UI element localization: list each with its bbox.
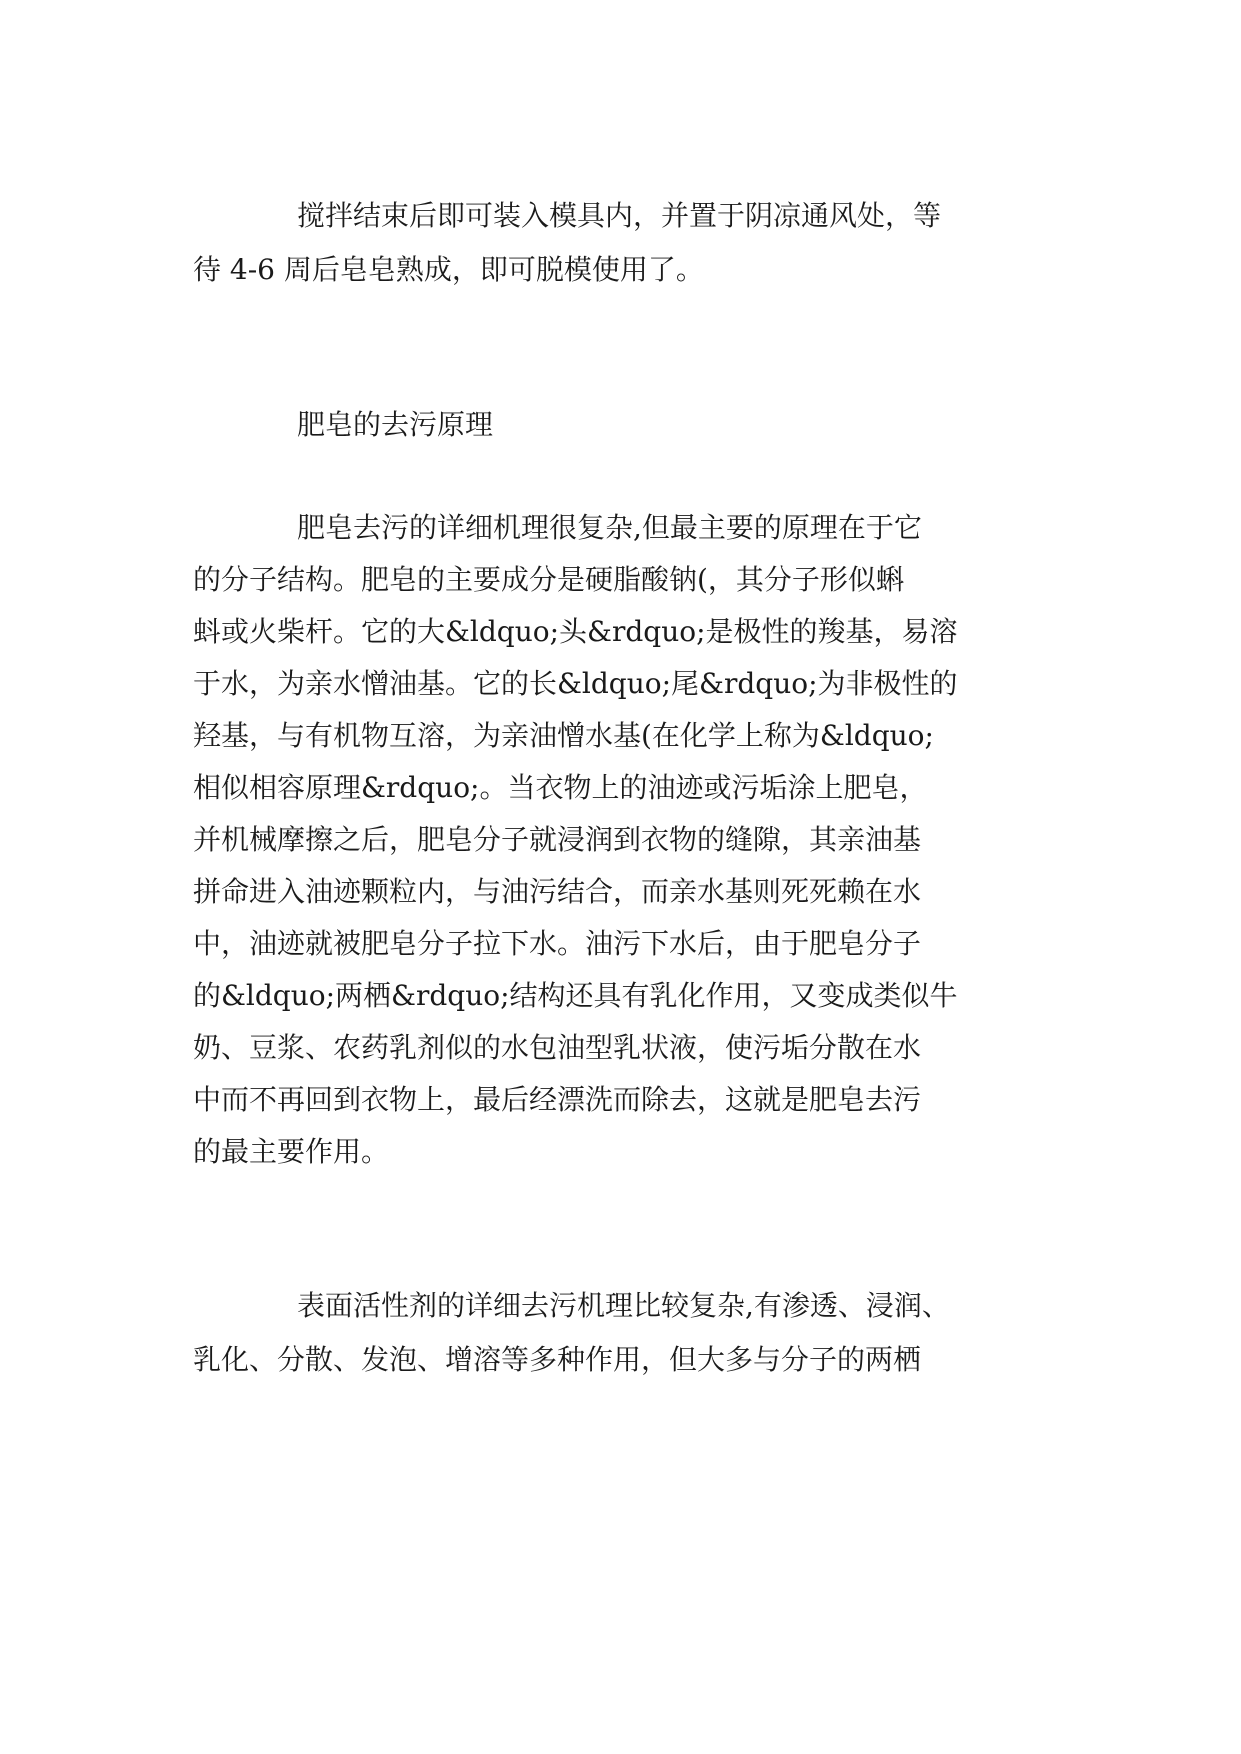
paragraph-3-line-2: 的分子结构。肥皂的主要成分是硬脂酸钠(，其分子形似蝌: [193, 563, 904, 596]
paragraph-3-line-9: 中，油迹就被肥皂分子拉下水。油污下水后，由于肥皂分子: [193, 927, 922, 960]
section-heading: 肥皂的去污原理: [297, 408, 494, 441]
paragraph-3-line-13: 的最主要作用。: [193, 1135, 390, 1168]
paragraph-3-line-4: 于水，为亲水憎油基。它的长&ldquo;尾&rdquo;为非极性的: [193, 667, 958, 700]
paragraph-4-line-1: 表面活性剂的详细去污机理比较复杂,有渗透、浸润、: [297, 1289, 950, 1322]
paragraph-3-line-11: 奶、豆浆、农药乳剂似的水包油型乳状液，使污垢分散在水: [193, 1031, 922, 1064]
paragraph-3-line-7: 并机械摩擦之后，肥皂分子就浸润到衣物的缝隙，其亲油基: [193, 823, 922, 856]
paragraph-3-line-3: 蚪或火柴杆。它的大&ldquo;头&rdquo;是极性的羧基，易溶: [193, 615, 958, 648]
paragraph-3-line-8: 拼命进入油迹颗粒内，与油污结合，而亲水基则死死赖在水: [193, 875, 922, 908]
paragraph-1-line-2: 待 4-6 周后皂皂熟成，即可脱模使用了。: [193, 253, 704, 286]
paragraph-1-line-1: 搅拌结束后即可装入模具内，并置于阴凉通风处，等: [297, 199, 942, 232]
paragraph-3-line-12: 中而不再回到衣物上，最后经漂洗而除去，这就是肥皂去污: [193, 1083, 922, 1116]
paragraph-3-line-10: 的&ldquo;两栖&rdquo;结构还具有乳化作用，又变成类似牛: [193, 979, 958, 1012]
paragraph-3-line-6: 相似相容原理&rdquo;。当衣物上的油迹或污垢涂上肥皂，: [193, 771, 928, 804]
paragraph-3-line-5: 羟基，与有机物互溶，为亲油憎水基(在化学上称为&ldquo;: [193, 719, 934, 752]
paragraph-4-line-2: 乳化、分散、发泡、增溶等多种作用，但大多与分子的两栖: [193, 1343, 922, 1376]
paragraph-3-line-1: 肥皂去污的详细机理很复杂,但最主要的原理在于它: [297, 511, 922, 544]
